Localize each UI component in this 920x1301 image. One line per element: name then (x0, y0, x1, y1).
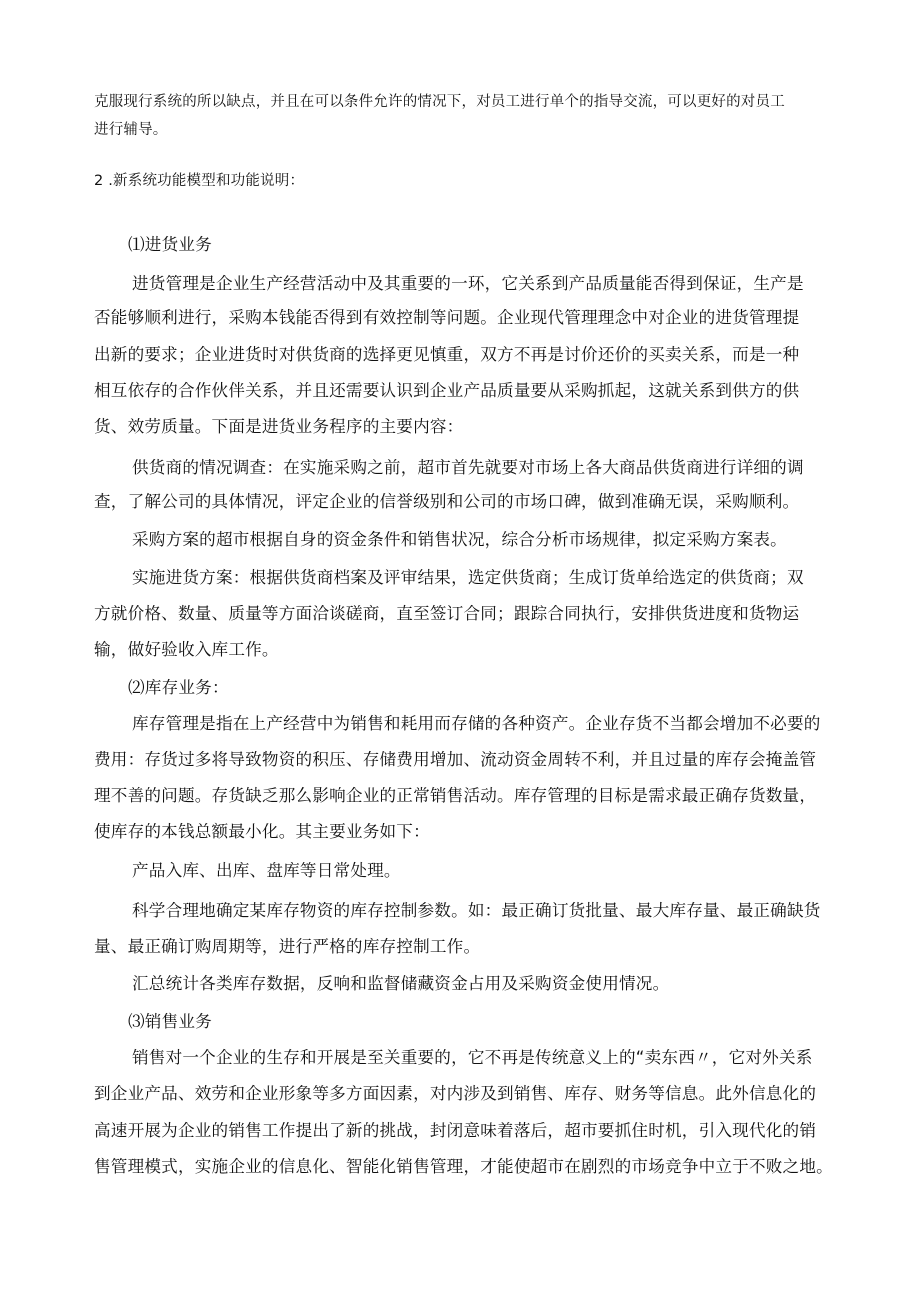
paragraph-line: 使库存的本钱总额最小化。其主要业务如下： (94, 822, 430, 841)
paragraph-line: 产品入库、出库、盘库等日常处理。 (132, 861, 401, 880)
paragraph-line: 科学合理地确定某库存物资的库存控制参数。如：最正确订货批量、最大库存量、最正确缺货 (132, 901, 821, 920)
intro-line: 克服现行系统的所以缺点，并且在可以条件允许的情况下，对员工进行单个的指导交流，可以更好的对员工 (94, 94, 785, 110)
paragraph-line: 售管理模式，实施企业的信息化、智能化销售管理，才能使超市在剧烈的市场竞争中立于不败之地。 (94, 1157, 833, 1176)
paragraph-line: 输，做好验收入库工作。 (94, 640, 279, 659)
paragraph-line: 方就价格、数量、质量等方面洽谈磋商，直至签订合同；跟踪合同执行，安排供货进度和货物运 (94, 604, 800, 623)
paragraph-line: 出新的要求；企业进货时对供货商的选择更见慎重，双方不再是讨价还价的买卖关系，而是一种 (94, 345, 800, 364)
subsection-heading-inventory: ⑵库存业务： (128, 678, 229, 697)
paragraph-line: 实施进货方案：根据供货商档案及评审结果，选定供货商；生成订货单给选定的供货商；双 (132, 568, 804, 587)
paragraph-line: 进货管理是企业生产经营活动中及其重要的一环，它关系到产品质量能否得到保证，生产是 (132, 274, 804, 293)
paragraph-line: 查，了解公司的具体情况，评定企业的信誉级别和公司的市场口碑，做到准确无误，采购顺利。 (94, 492, 800, 511)
paragraph-line: 量、最正确订购周期等，进行严格的库存控制工作。 (94, 937, 481, 956)
paragraph-line: 到企业产品、效劳和企业形象等多方面因素，对内涉及到销售、库存、财务等信息。此外信息化的 (94, 1084, 817, 1103)
paragraph-line: 否能够顺利进行，采购本钱能否得到有效控制等问题。企业现代管理理念中对企业的进货管理提 (94, 308, 800, 327)
paragraph-line: 汇总统计各类库存数据，反响和监督储藏资金占用及采购资金使用情况。 (132, 974, 670, 993)
paragraph-line: 供货商的情况调查：在实施采购之前，超市首先就要对市场上各大商品供货商进行详细的调 (132, 458, 804, 477)
paragraph-line: 高速开展为企业的销售工作提出了新的挑战，封闭意味着落后，超市要抓住时机，引入现代化的销 (94, 1121, 817, 1140)
paragraph-line: 费用：存货过多将导致物资的积压、存储费用增加、流动资金周转不利，并且过量的库存会掩盖管 (94, 750, 817, 769)
paragraph-line: 理不善的问题。存货缺乏那么影响企业的正常销售活动。库存管理的目标是需求最正确存货数量， (94, 786, 817, 805)
subsection-heading-sales: ⑶销售业务 (128, 1012, 212, 1031)
paragraph-line: 货、效劳质量。下面是进货业务程序的主要内容： (94, 417, 464, 436)
paragraph-line: 采购方案的超市根据自身的资金条件和销售状况，综合分析市场规律，拟定采购方案表。 (132, 530, 787, 549)
paragraph-line: 销售对一个企业的生存和开展是至关重要的，它不再是传统意义上的“卖东西〃，它对外关系 (132, 1048, 813, 1067)
intro-line: 进行辅导。 (94, 122, 168, 138)
paragraph-line: 库存管理是指在上产经营中为销售和耗用而存储的各种资产。企业存货不当都会增加不必要的 (132, 714, 821, 733)
paragraph-line: 相互依存的合作伙伴关系，并且还需要认识到企业产品质量要从采购抓起，这就关系到供方的供 (94, 381, 800, 400)
subsection-heading-purchase: ⑴进货业务 (128, 235, 212, 254)
section-heading: 2 .新系统功能模型和功能说明： (94, 173, 305, 189)
